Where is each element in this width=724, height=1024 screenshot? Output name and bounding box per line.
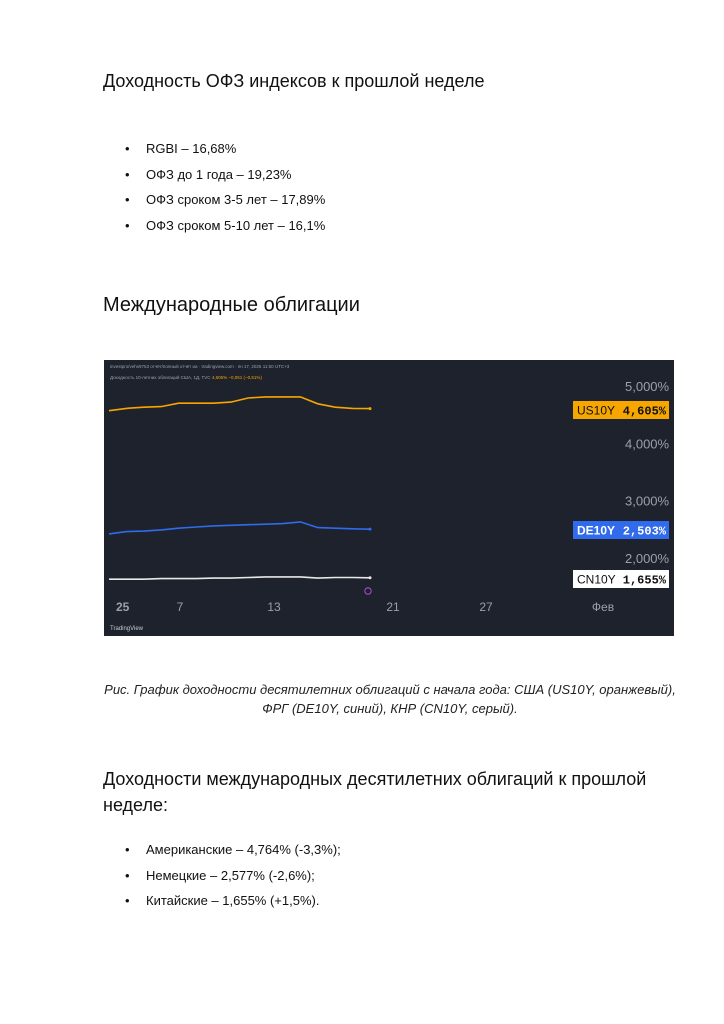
series-line-cn10y — [109, 577, 370, 579]
series-line-de10y — [109, 522, 370, 534]
y-tick-label: 3,000% — [625, 493, 670, 509]
chart-legend-value: 4,605% −0,051 (−0,51%) — [211, 375, 262, 380]
x-tick-label: Фев — [591, 600, 615, 614]
chart-meta-text: investpro/vehs9753 отчёт/полный отчёт иа · tradingview.com · пн 17, 2025 11:50 UTC+3 — [110, 364, 290, 369]
x-tick-label: 25 — [116, 600, 130, 614]
series-name-label: DE10Y — [577, 523, 616, 538]
y-tick-label: 5,000% — [625, 379, 670, 394]
figure-caption: Рис. График доходности десятилетних облигаций с начала года: США (US10Y, оранжевый), ФРГ (DE10Y, синий), КНР (CN10Y, серый). — [104, 682, 676, 716]
tradingview-logo-text: TradingView — [110, 626, 144, 632]
chart-legend-text: Доходность 10-летних облигаций США, 1Д, TVC — [110, 375, 211, 380]
section-heading-yields: Доходности международных десятилетних облигаций к прошлой неделе: — [103, 769, 647, 815]
ofz-list — [125, 136, 325, 238]
x-tick-label: 21 — [386, 600, 400, 614]
x-tick-label: 13 — [267, 600, 281, 614]
list-item: • Немецкие – 2,577% (-2,6%); — [125, 863, 341, 889]
yield-chart — [104, 360, 674, 636]
series-line-us10y — [109, 397, 370, 411]
yields-list — [125, 837, 341, 914]
y-tick-label: 4,000% — [625, 436, 670, 452]
series-endpoint — [369, 576, 372, 579]
series-name-label: US10Y — [577, 403, 616, 418]
list-item: • ОФЗ до 1 года – 19,23% — [125, 162, 325, 188]
data-label: 1,655% — [622, 573, 666, 588]
data-label: 2,503% — [622, 524, 666, 539]
x-tick-label: 7 — [176, 600, 184, 614]
series-endpoint — [369, 407, 372, 410]
section-heading-ofz: Доходность ОФЗ индексов к прошлой неделе — [103, 71, 485, 91]
yield-chart-figure — [104, 360, 674, 636]
list-item: • RGBI – 16,68% — [125, 136, 325, 162]
list-item: • ОФЗ сроком 5-10 лет – 16,1% — [125, 213, 325, 239]
series-name-label: CN10Y — [577, 572, 616, 587]
section-heading-international: Международные облигации — [103, 294, 360, 316]
event-marker-icon — [365, 588, 371, 594]
series-endpoint — [369, 528, 372, 531]
y-tick-label: 2,000% — [625, 551, 670, 566]
data-label: 4,605% — [622, 404, 666, 419]
list-item: • Американские – 4,764% (-3,3%); — [125, 837, 341, 863]
list-item: • ОФЗ сроком 3-5 лет – 17,89% — [125, 187, 325, 213]
x-tick-label: 27 — [479, 600, 493, 614]
list-item: • Китайские – 1,655% (+1,5%). — [125, 888, 341, 914]
